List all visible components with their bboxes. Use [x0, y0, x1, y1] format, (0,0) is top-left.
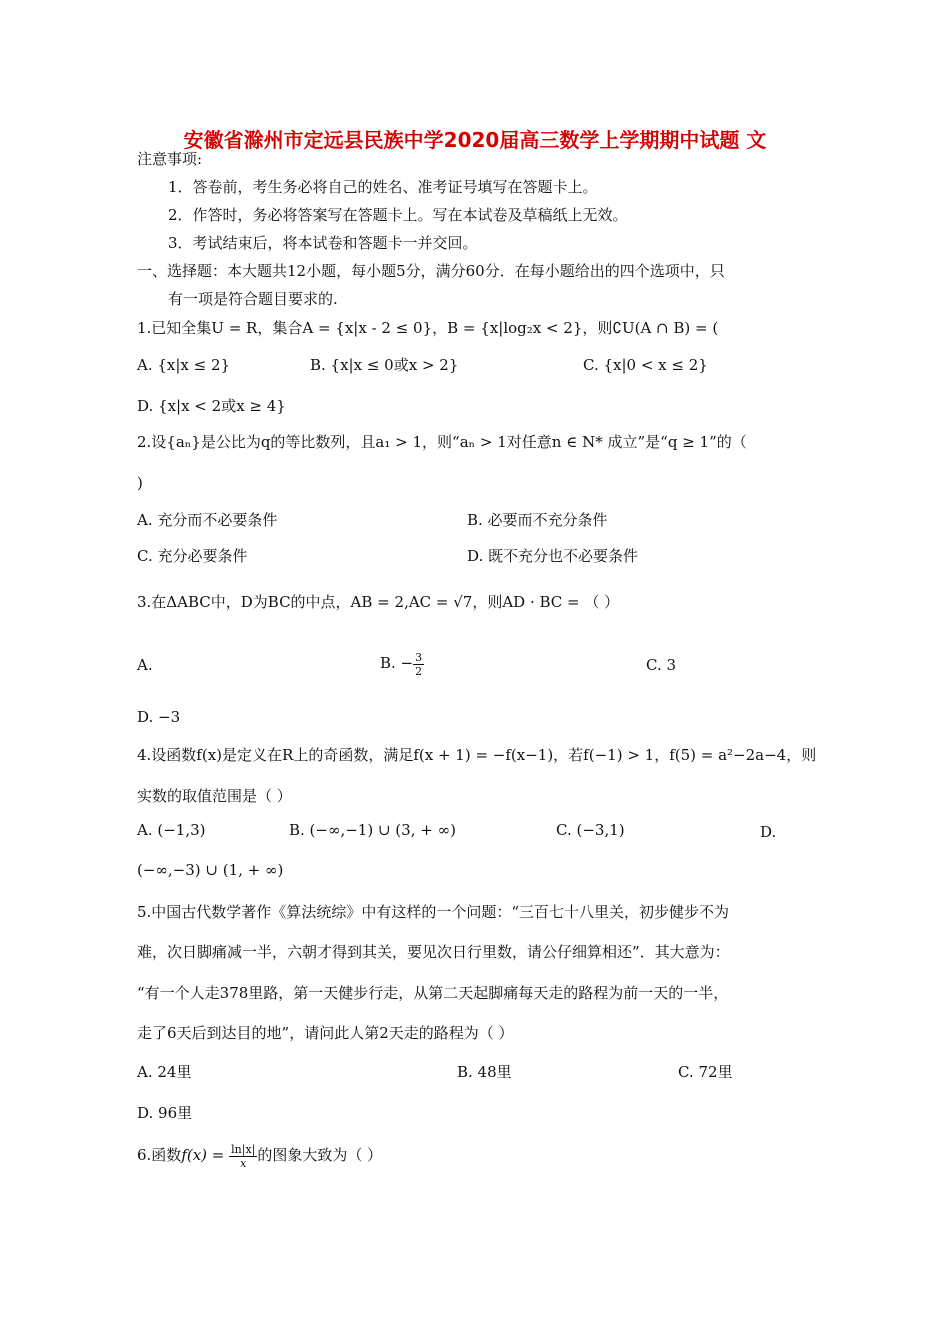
question-3-stem: 3.在ΔABC中，D为BC的中点，AB = 2,AC = √7，则AD · BC = （ ） [137, 593, 620, 611]
question-5-line-1: 5.中国古代数学著作《算法统综》中有这样的一个问题：“三百七十八里关，初步健步不为 [137, 903, 729, 921]
question-3-option-a: A. [137, 656, 153, 674]
question-3-option-b [380, 645, 424, 681]
question-3-option-d: D. −3 [137, 708, 181, 726]
question-1-option-d: D. {x|x < 2或x ≥ 4} [137, 397, 286, 415]
question-5-option-a: A. 24里 [137, 1063, 192, 1081]
document-title: 安徽省滁州市定远县民族中学2020届高三数学上学期期中试题 文 [183, 128, 767, 152]
question-6-function: f(x) = [181, 1146, 225, 1164]
question-4-option-d: (−∞,−3) ∪ (1, + ∞) [137, 861, 284, 879]
question-4-option-b: B. (−∞,−1) ∪ (3, + ∞) [289, 821, 456, 839]
fraction-denominator: x [240, 1156, 247, 1170]
question-4-option-d-label: D. [760, 823, 777, 841]
note-item-3: 3．考试结束后，将本试卷和答题卡一并交回。 [168, 234, 478, 252]
question-5-option-b: B. 48里 [457, 1063, 512, 1081]
question-2-option-b: B. 必要而不充分条件 [467, 511, 608, 529]
question-6-fraction [229, 1143, 257, 1170]
question-4-stem: 4.设函数f(x)是定义在R上的奇函数，满足f(x + 1) = −f(x−1)，若f(−1) > 1，f(5) = a²−2a−4，则 [137, 746, 817, 764]
question-1-stem: 1.已知全集U = R，集合A = {x|x - 2 ≤ 0}，B = {x|log₂x < 2}，则∁U(A ∩ B) = ( [137, 319, 719, 337]
question-4-option-a: A. (−1,3) [137, 821, 206, 839]
fraction-denominator: 2 [415, 664, 423, 678]
question-3-option-b-fraction [413, 651, 424, 678]
question-2-stem: 2.设{aₙ}是公比为q的等比数列，且a₁ > 1，则“aₙ > 1对任意n ∈ N* 成立”是“q ≥ 1”的（ [137, 433, 747, 451]
question-6-prefix: 6.函数 [137, 1146, 182, 1164]
section-heading-line-1: 一、选择题：本大题共12小题，每小题5分，满分60分．在每小题给出的四个选项中，只 [137, 262, 725, 280]
question-5-line-4: 走了6天后到达目的地”，请问此人第2天走的路程为（ ） [137, 1024, 514, 1042]
note-item-2: 2．作答时，务必将答案写在答题卡上。写在本试卷及草稿纸上无效。 [168, 206, 628, 224]
question-3-option-c: C. 3 [646, 656, 677, 674]
question-4-option-c: C. (−3,1) [556, 821, 625, 839]
section-heading-line-2: 有一项是符合题目要求的. [168, 290, 338, 308]
question-2-stem-end: ) [137, 474, 143, 492]
question-2-option-c: C. 充分必要条件 [137, 547, 248, 565]
notes-heading: 注意事项: [137, 150, 203, 168]
question-3-option-b-prefix: B. − [380, 654, 414, 672]
question-5-line-3: “有一个人走378里路，第一天健步行走，从第二天起脚痛每天走的路程为前一天的一半， [137, 984, 729, 1002]
question-5-option-d: D. 96里 [137, 1104, 193, 1122]
question-2-option-d: D. 既不充分也不必要条件 [467, 547, 639, 565]
question-2-option-a: A. 充分而不必要条件 [137, 511, 278, 529]
question-5-option-c: C. 72里 [678, 1063, 733, 1081]
fraction-numerator: ln|x| [231, 1142, 256, 1156]
question-1-option-b: B. {x|x ≤ 0或x > 2} [310, 356, 459, 374]
fraction-numerator: 3 [415, 650, 423, 664]
question-6-stem [137, 1135, 382, 1175]
question-4-stem-line-2: 实数的取值范围是（ ） [137, 787, 292, 805]
question-1-option-c: C. {x|0 < x ≤ 2} [583, 356, 708, 374]
question-5-line-2: 难，次日脚痛减一半，六朝才得到其关，要见次日行里数，请公仔细算相还”．其大意为： [137, 943, 730, 961]
question-1-option-a: A. {x|x ≤ 2} [137, 356, 231, 374]
note-item-1: 1．答卷前，考生务必将自己的姓名、准考证号填写在答题卡上。 [168, 178, 598, 196]
question-6-suffix: 的图象大致为（ ） [257, 1146, 383, 1164]
